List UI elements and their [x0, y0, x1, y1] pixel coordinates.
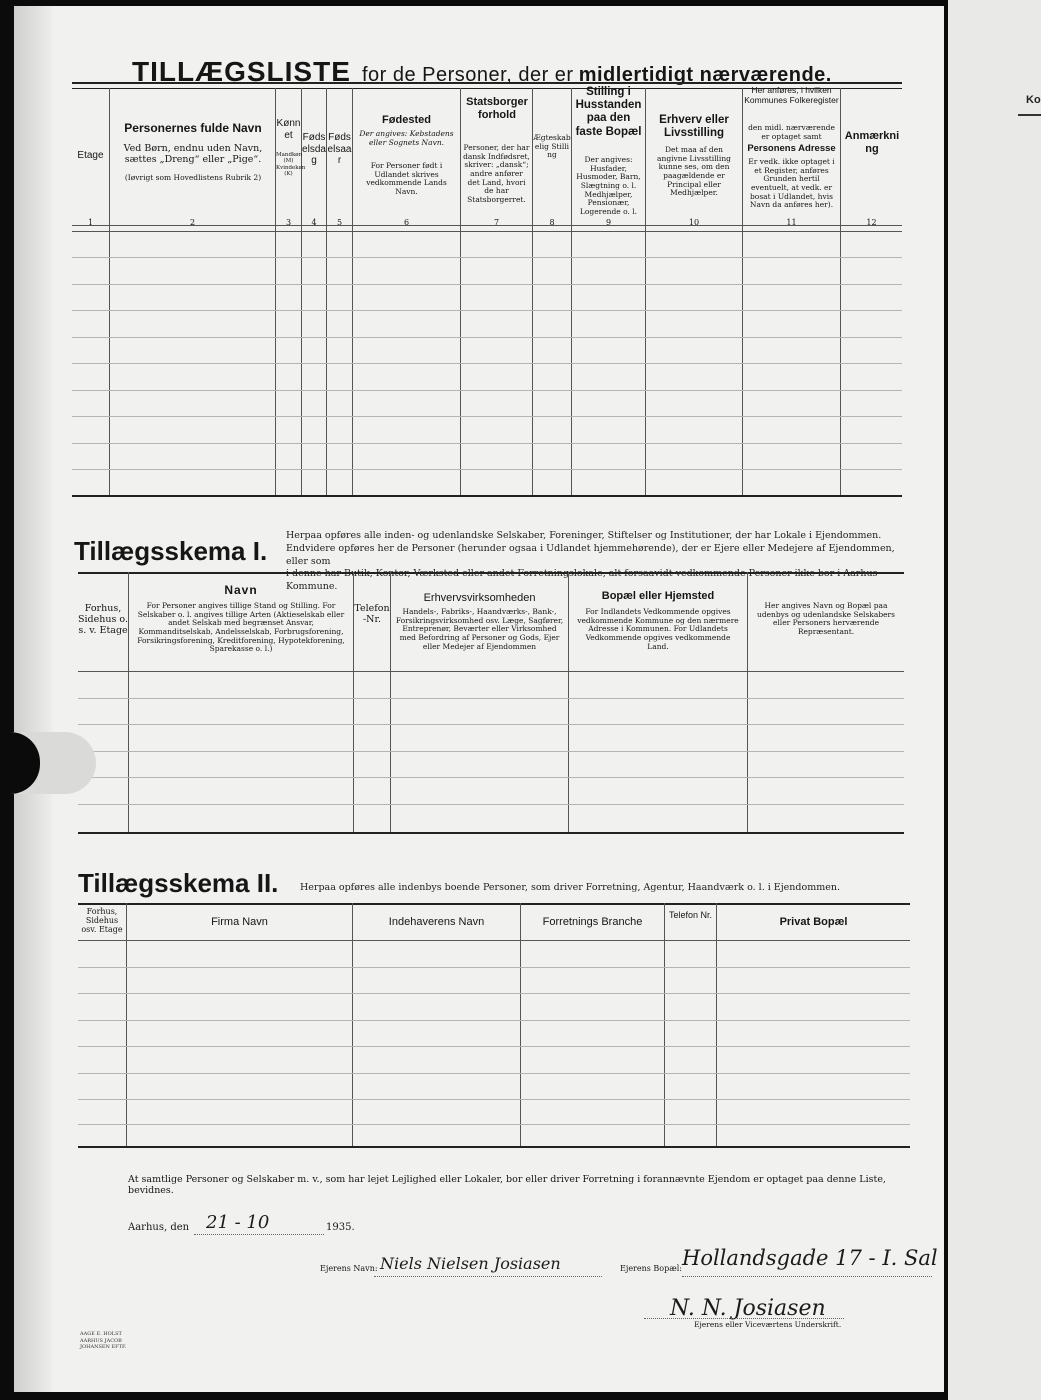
row-line	[78, 1124, 910, 1125]
table2-top	[78, 572, 904, 574]
col-divider	[275, 88, 276, 495]
row-line	[72, 469, 902, 470]
skema1-col-etage: Forhus, Sidehus o. s. v. Etage	[78, 603, 128, 636]
date-handwritten: 21 - 10	[206, 1212, 270, 1233]
signature-label: Ejerens eller Viceværtens Underskrift.	[694, 1320, 842, 1329]
owner-name-handwritten: Niels Nielsen Josiasen	[380, 1254, 561, 1273]
skema1-col-telefon: Telefon-Nr.	[354, 603, 390, 625]
col-birthyear-header: Fødselsaar	[327, 132, 352, 166]
title-bold: midlertidigt nærværende.	[578, 64, 832, 86]
skema1-col-navn-sub: For Personer angives tillige Stand og Stilling. For Selskaber o. l. angives tillige Arten (Aktieselskab eller andet Selskab med begrænset Ansvar, Kommanditselskab, Andelsselskab, Forbrugsforening, Forsikringsforening, Kreditforening, Hypotekforening, Sparekasse o. l.)	[137, 601, 345, 654]
col-occupation-header: Erhverv eller Livsstilling	[659, 114, 729, 140]
row-line	[78, 777, 904, 778]
table3-header-bottom	[78, 940, 910, 941]
row-line	[78, 1046, 910, 1047]
skema2-title: Tillægsskema II.	[78, 868, 279, 898]
row-line	[72, 310, 902, 311]
adjacent-page	[948, 0, 1041, 1400]
skema2-col-indehaver: Indehaverens Navn	[388, 916, 485, 928]
table1-header-bottom2	[72, 231, 902, 232]
row-line	[72, 284, 902, 285]
row-line	[78, 724, 904, 725]
row-line	[78, 1073, 910, 1074]
col-divider	[840, 88, 841, 495]
row-line	[72, 390, 902, 391]
col-number: 6	[403, 218, 410, 227]
skema1-intro	[286, 530, 906, 594]
col-citizenship-header: Statsborgerforhold	[466, 96, 528, 121]
printer-imprint: AAGE E. HOLST AARHUS JACOB JOHANSEN EFTF.	[80, 1331, 127, 1350]
col-number: 11	[786, 218, 797, 227]
owner-name-line	[374, 1276, 602, 1277]
skema2-col-firma: Firma Navn	[211, 916, 268, 928]
skema1-title: Tillægsskema I.	[74, 536, 268, 566]
row-line	[72, 443, 902, 444]
col-birthplace-header: Fødested	[382, 114, 431, 126]
col-divider	[568, 572, 569, 832]
col-divider	[716, 903, 717, 1146]
year-label: 1935.	[326, 1222, 355, 1233]
title-mid: for de Personer, der er	[361, 64, 574, 86]
skema2-col-bopael: Privat Bopæl	[779, 916, 848, 928]
skema1-intro-line1: Herpaa opføres alle inden- og udenlandske Selskaber, Foreninger, Stiftelser og Institutioner, der har Lokale i Ejendommen.	[286, 530, 882, 541]
table2-bottom	[78, 832, 904, 834]
col-birthday-header: Fødselsdag	[302, 132, 326, 166]
date-line	[194, 1234, 324, 1235]
row-line	[72, 416, 902, 417]
col-register-header: Her anføres, i hvilken Kommunes Folkeregister	[744, 85, 839, 105]
col-number: 1	[87, 218, 94, 227]
table3-bottom	[78, 1146, 910, 1148]
col-divider	[109, 88, 110, 495]
col-divider	[571, 88, 572, 495]
col-divider	[460, 88, 461, 495]
col-birthplace-sub2: For Personer født i Udlandet skrives vedkommende Lands Navn.	[366, 161, 447, 196]
row-line	[78, 993, 910, 994]
col-name-header: Personernes fulde Navn	[124, 121, 262, 135]
owner-name-label: Ejerens Navn:	[320, 1264, 378, 1273]
form-page	[14, 6, 944, 1392]
col-divider	[645, 88, 646, 495]
col-sex-header: Kønnet	[276, 118, 301, 141]
skema1-intro-line2: Endvidere opføres her de Personer (herunder ogsaa i Udlandet hjemmehørende), der er Ejere eller Medejere af Ejendommen, eller som	[286, 542, 895, 567]
signature-handwritten: N. N. Josiasen	[670, 1296, 826, 1321]
col-number: 3	[285, 218, 292, 227]
table2-header-bottom	[78, 671, 904, 672]
row-line	[78, 751, 904, 752]
col-birthplace-sub: Der angives: Kebstadens eller Sognets Navn.	[359, 129, 454, 147]
col-divider	[128, 572, 129, 832]
skema1-col-bopael-sub: For Indlandets Vedkommende opgives vedkommende Kommune og den nærmere Adresse i Kommunen. For Udlandets Vedkommende opgives vedkommende Land.	[577, 607, 739, 651]
skema1-col-erhverv: Erhvervsvirksomheden	[423, 592, 536, 604]
thumb-holding-page	[0, 732, 96, 794]
col-name-sub2: (Iøvrigt som Hovedlistens Rubrik 2)	[124, 173, 262, 182]
adjacent-page-rule	[1018, 114, 1041, 116]
col-divider	[352, 903, 353, 1146]
row-line	[78, 1020, 910, 1021]
col-divider	[126, 903, 127, 1146]
title-main: TILLÆGSLISTE	[132, 56, 351, 87]
col-register-head2: Personens Adresse	[747, 143, 836, 154]
col-divider	[520, 903, 521, 1146]
skema1-col-navn: Navn	[224, 583, 258, 597]
date-place-label: Aarhus, den	[128, 1222, 190, 1233]
col-sex-sub: Mandkøn (M) Kvindekøn (K)	[276, 152, 306, 177]
row-line	[78, 1099, 910, 1100]
page-edge-shadow	[14, 6, 52, 1392]
col-number: 8	[549, 218, 555, 227]
table1-bottom	[72, 495, 902, 497]
col-divider	[390, 572, 391, 832]
skema1-intro-line3: i denne har Butik, Kontor, Værksted eller andet Forretningslokale, alt forsaavidt vedkommende Personer ikke bor i Aarhus Kommune.	[286, 568, 878, 593]
col-remark-header: Anmærkning	[844, 130, 900, 155]
table1-top-rule	[72, 82, 902, 84]
col-divider	[664, 903, 665, 1146]
table3-top	[78, 903, 910, 905]
skema1-col-erhverv-sub: Handels-, Fabriks-, Haandværks-, Bank-, Forsikringsvirksomhed osv. Læge, Sagfører, Entreprenør, Beværter eller Virksomhed med Befordring af Personer og Gods, Ejer eller Medejer af Ejendommen	[395, 607, 564, 651]
col-divider	[747, 572, 748, 832]
col-citizenship-sub: Personer, der har dansk Indfødsret, skriver: „dansk“; andre anfører det Land, hvori de har Statsborgerret.	[463, 143, 530, 204]
col-household-header: Stilling i Husstanden paa den faste Bopæl	[575, 86, 642, 138]
col-number: 4	[311, 218, 317, 227]
owner-address-label: Ejerens Bopæl:	[620, 1264, 683, 1273]
signature-line	[644, 1318, 844, 1319]
skema2-intro: Herpaa opføres alle indenbys boende Personer, som driver Forretning, Agentur, Haandværk o. l. i Ejendommen.	[300, 882, 840, 893]
row-line	[78, 804, 904, 805]
col-register-sub2: Er vedk. ikke optaget i et Register, anføres Grunden hertil eventuelt, at vedk. er bosat i Udlandet, hvis Navn da anføres her).	[748, 157, 835, 210]
skema1-col-repr: Her angives Navn og Bopæl paa udenbys og udenlandske Selskabers eller Personers herværende Repræsentant.	[756, 601, 895, 636]
col-household-sub: Der angives: Husfader, Husmoder, Barn, Slægtning o. l. Medhjælper, Pensionær, Logerende o. l.	[576, 155, 641, 216]
declaration-text: At samtlige Personer og Selskaber m. v., som har lejet Lejlighed eller Lokaler, bor eller driver Forretning i forannævnte Ejendom er optaget paa denne Liste, bevidnes.	[128, 1174, 886, 1196]
adjacent-page-text: Ko	[1026, 94, 1041, 106]
owner-address-line	[682, 1276, 932, 1277]
col-number: 7	[493, 218, 500, 227]
col-divider	[352, 88, 353, 495]
col-number: 5	[336, 218, 343, 227]
col-etage-header: Etage	[77, 150, 104, 161]
col-register-sub: den midl. nærværende er optaget samt	[748, 123, 835, 141]
col-name-sub: Ved Børn, endnu uden Navn, sættes „Dreng“ eller „Pige“.	[123, 143, 263, 165]
row-line	[78, 967, 910, 968]
row-line	[72, 257, 902, 258]
col-number: 9	[605, 218, 612, 227]
owner-address-handwritten: Hollandsgade 17 - I. Sal	[682, 1246, 938, 1270]
col-occupation-sub: Det maa af den angivne Livsstilling kunne ses, om den paagældende er Principal eller Medhjælper.	[657, 145, 731, 198]
col-number: 10	[688, 218, 700, 227]
col-number: 2	[189, 218, 196, 227]
col-number: 12	[866, 218, 877, 227]
row-line	[78, 698, 904, 699]
skema2-col-branche: Forretnings Branche	[542, 916, 643, 928]
row-line	[72, 363, 902, 364]
skema1-col-bopael: Bopæl eller Hjemsted	[601, 590, 715, 602]
col-marital-header: Ægteskabelig Stilling	[533, 133, 571, 160]
row-line	[72, 337, 902, 338]
skema2-col-etage: Forhus, Sidehus osv. Etage	[81, 907, 123, 935]
skema2-col-telefon: Telefon Nr.	[668, 910, 713, 920]
